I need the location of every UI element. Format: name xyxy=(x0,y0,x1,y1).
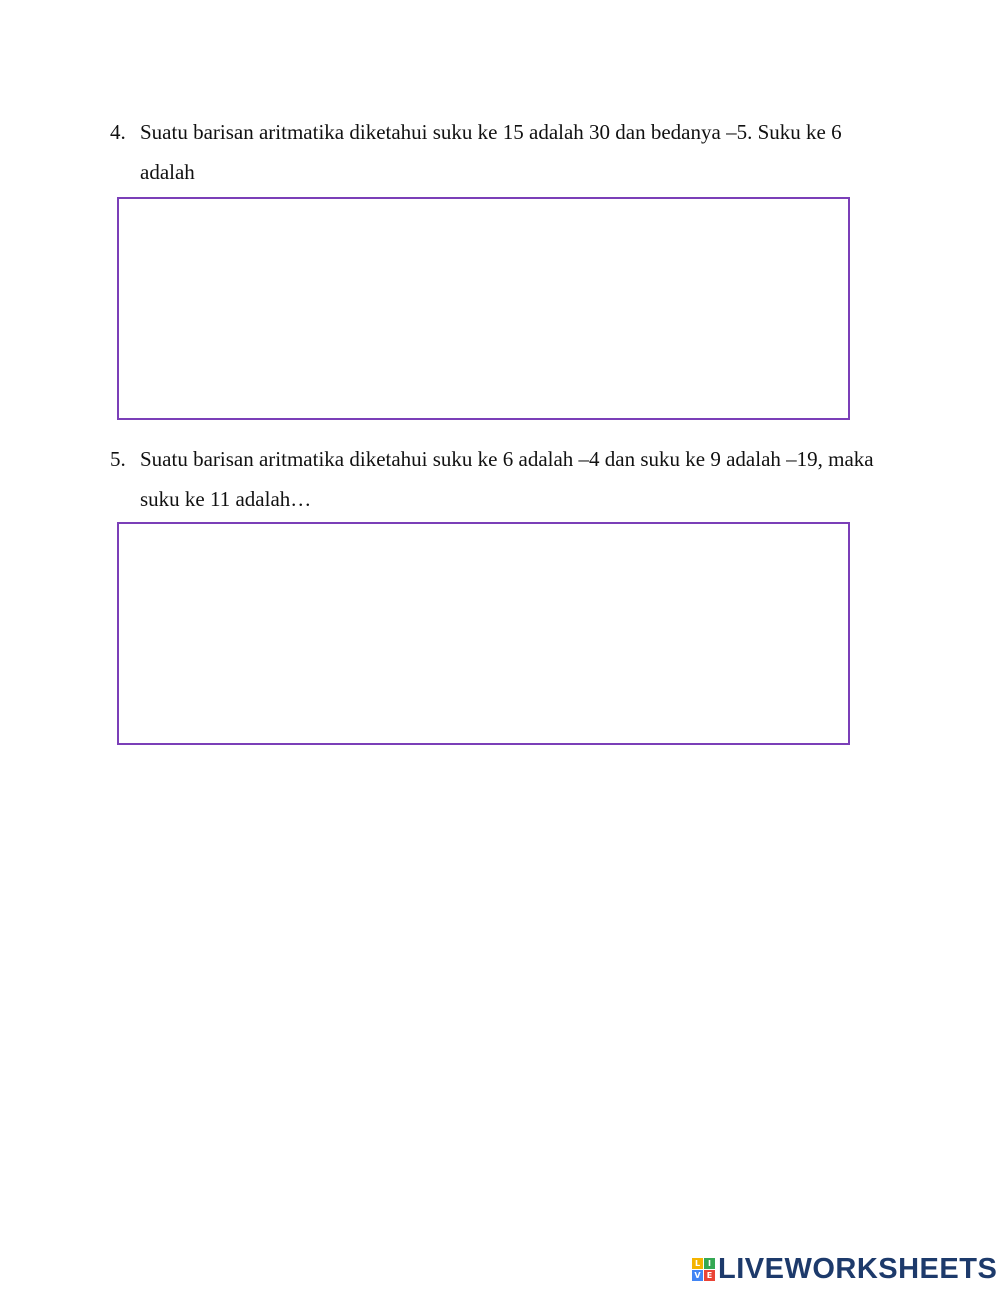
question-5 xyxy=(110,439,900,519)
question-text: Suatu barisan aritmatika diketahui suku ke 15 adalah 30 dan bedanya –5. Suku ke 6 adalah xyxy=(140,120,842,184)
logo-letter: I xyxy=(704,1258,715,1269)
answer-box-4[interactable] xyxy=(117,197,850,420)
question-number: 4. xyxy=(110,120,126,144)
question-number: 5. xyxy=(110,447,126,471)
question-4 xyxy=(110,112,900,192)
liveworksheets-logo-icon xyxy=(692,1258,715,1281)
answer-box-5[interactable] xyxy=(117,522,850,745)
logo-letter: L xyxy=(692,1258,703,1269)
question-text: Suatu barisan aritmatika diketahui suku ke 6 adalah –4 dan suku ke 9 adalah –19, maka suku ke 11 adalah… xyxy=(140,447,874,511)
logo-letter: E xyxy=(704,1270,715,1281)
logo-letter: V xyxy=(692,1270,703,1281)
liveworksheets-brand xyxy=(692,1254,997,1284)
brand-name: LIVEWORKSHEETS xyxy=(718,1253,998,1285)
